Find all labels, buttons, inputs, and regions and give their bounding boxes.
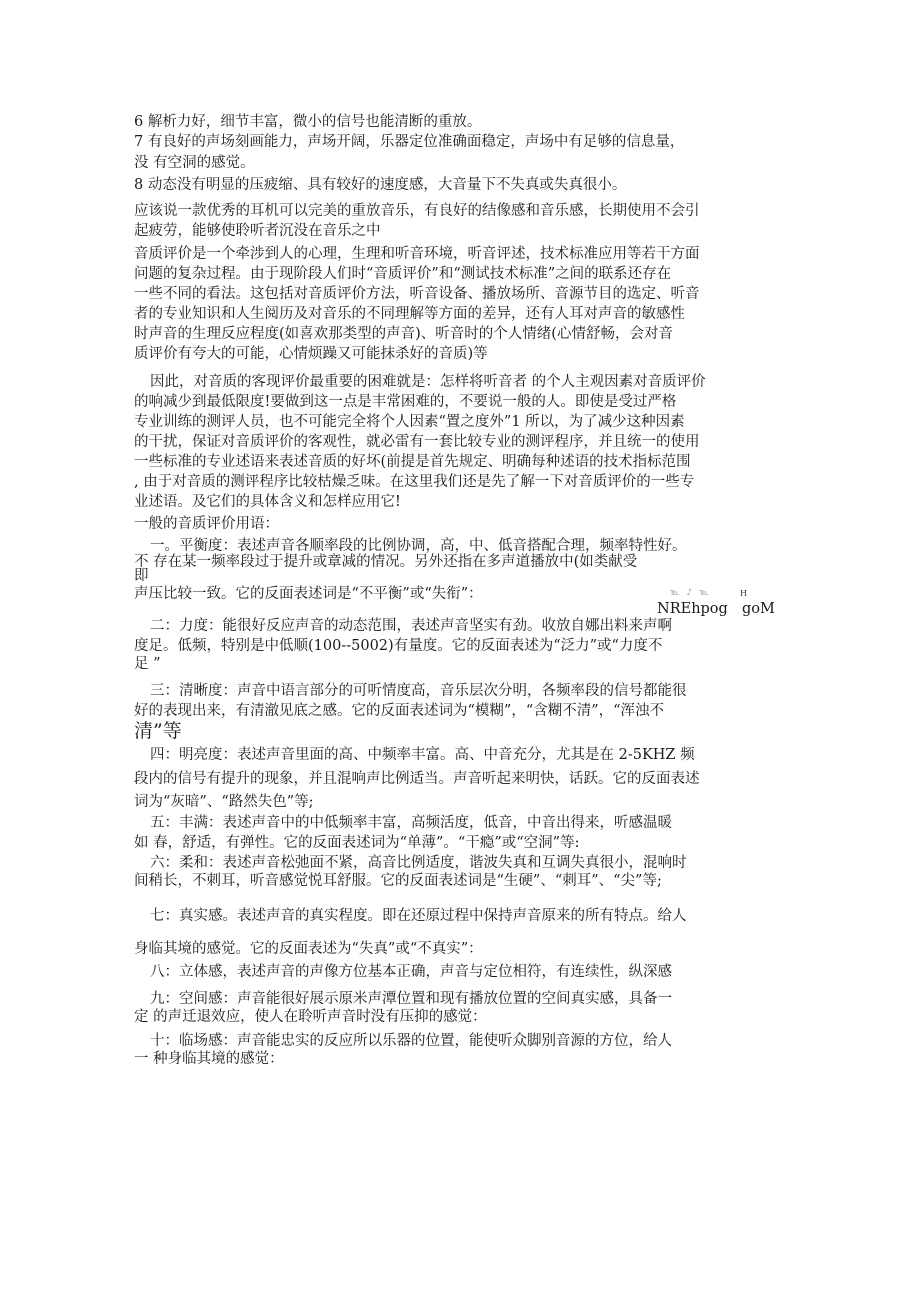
text-line: 音质评价是一个牵涉到人的心理，生理和听音环境，听音评述，技术标准应用等若干方面 — [134, 246, 700, 262]
stray-code: goM — [742, 601, 775, 617]
text-line: 清”等 — [134, 720, 182, 742]
text-line: 一 种身临其境的感觉： — [134, 1051, 284, 1067]
text-line: 起疲劳，能够使聆听者沉没在音乐之中 — [134, 223, 381, 239]
text-line: 声压比较一致。它的反面表述词是“不平衡”或“失衔”： — [134, 586, 483, 602]
text-line: 7 有良好的声场刻画能力，声场开阔，乐器定位准确面稳定，声场中有足够的信息量， — [134, 134, 685, 150]
text-line: 一些标准的专业述语来表述音质的好坏(前提是首先规定、明确每种述语的技术指标范围 — [134, 454, 691, 470]
text-line: 时声音的生理反应程度(如喜欢那类型的声音)、听音时的个人情绪(心情舒畅，会对音 — [134, 326, 673, 342]
section-heading: 一般的音质评价用语： — [134, 516, 279, 532]
text-line: 8 动态没有明显的压疲缩、具有较好的速度感，大音量下不失真或失真很小。 — [134, 177, 627, 193]
text-line: 的响减少到最低限度!要做到这一点是丰常困难的，不要说一般的人。即使是受过严格 — [134, 394, 677, 410]
text-line: 八：立体感，表述声音的声像方位基本正确，声音与定位相符，有连续性，纵深感 — [150, 964, 672, 980]
text-line: 如 春，舒适，有弹性。它的反面表述词为“单薄”。“干瘾”或“空洞”等: — [134, 835, 580, 851]
text-line: 五：丰满：表述声音中的中低频率丰富，高频活度，低音，中音出得来，听感温暖 — [150, 815, 672, 831]
text-line: 好的表现出来，有清澈见底之感。它的反面表述词为“模糊”，“含糊不清”，“浑浊不 — [134, 703, 665, 719]
text-line: 定 的声迁退效应，使人在聆听声音时没有压抑的感觉： — [134, 1009, 487, 1025]
text-line: 不 存在某一频率段过于提升或章减的情况。另外还指在多声道播放中(如类献受 — [134, 554, 638, 570]
text-line: 因此，对音质的客现评价最重要的困难就是：怎样将听音者 的个人主观因素对音质评价 — [150, 374, 706, 390]
text-line: 四：明亮度：表述声音里面的高、中频率丰富。高、中音充分，尤其是在 2-5KHZ 频 — [150, 747, 695, 763]
text-line: 的干扰，保证对音质评价的客观性，就必雷有一套比较专业的测评程序，并且统一的使用 — [134, 434, 700, 450]
text-line: 六：柔和：表述声音松弛面不紧，高音比例适度，谐波失真和互调失真很小，混响时 — [150, 855, 687, 871]
text-line: , 由于对音质的测评程序比较枯燥乏味。在这里我们还是先了解一下对音质评价的一些专 — [134, 474, 695, 490]
stray-code: NREhpog — [657, 601, 728, 617]
text-line: 应该说一款优秀的耳机可以完美的重放音乐，有良好的结像感和音乐感，长期使用不会引 — [134, 203, 700, 219]
text-line: 足 ” — [134, 656, 161, 672]
text-line: 业述语。及它们的具体含义和怎样应用它! — [134, 494, 401, 510]
text-line: 专业训练的测评人员，也不可能完全将个人因素“置之度外”1 所以，为了减少这种因素 — [134, 414, 685, 430]
text-line: 身临其境的感觉。它的反面表述为“失真”或“不真实”： — [134, 941, 483, 957]
text-line: 即 — [134, 568, 149, 584]
text-line: 七：真实感。表述声音的真实程度。即在还原过程中保持声音原来的所有特点。给人 — [150, 908, 687, 924]
text-line: 度足。低频，特别是中低顺(100--5002)有量度。它的反面表述为“泛力”或“力度不 — [134, 638, 663, 654]
text-line: 一。平衡度：表述声音各顺率段的比例协调，高，中、低音搭配合理，频率特性好。 — [150, 538, 687, 554]
text-line: 段内的信号有提升的现象，并且混响声比例适当。声音听起来明快，话跃。它的反面表述 — [134, 771, 700, 787]
text-line: 十：临场感：声音能忠实的反应所以乐器的位置，能使听众脚别音源的方位，给人 — [150, 1033, 672, 1049]
text-line: 一些不同的看法。这包括对音质评价方法，听音设备、播放场所、音源节目的选定、听音 — [134, 286, 700, 302]
text-line: 三：清晰度：声音中语言部分的可听情度高，音乐层次分明，各频率段的信号都能很 — [150, 683, 687, 699]
text-line: 词为“灰暗”、“路然失色”等; — [134, 794, 314, 810]
text-line: 二：力度：能很好反应声音的动态范围，表述声音坚实有劲。收放自娜出料来声啊 — [150, 618, 672, 634]
text-line: 者的专业知识和人生阅历及对音乐的不同理解等方面的差异，还有人耳对声音的敏感性 — [134, 306, 685, 322]
scan-noise: ℡ ♪ ℡ — [670, 588, 711, 598]
text-line: 没 有空洞的感觉。 — [134, 155, 255, 171]
text-line: 质评价有夸大的可能，心情烦躁又可能抹杀好的音质)等 — [134, 346, 488, 362]
stray-mark: H — [740, 589, 747, 598]
text-line: 九：空间感：声音能很好展示原米声潭位置和现有播放位置的空间真实感，具备一 — [150, 991, 672, 1007]
text-line: 6 解析力好，细节丰富，微小的信号也能清断的重放。 — [134, 114, 482, 130]
text-line: 间稍长，不刺耳，听音感觉悦耳舒服。它的反面表述词是“生硬”、“刺耳”、“尖”等; — [134, 873, 662, 889]
text-line: 问题的复杂过程。由于现阶段人们时“音质评价”和“测试技术标准”之间的联系还存在 — [134, 266, 672, 282]
